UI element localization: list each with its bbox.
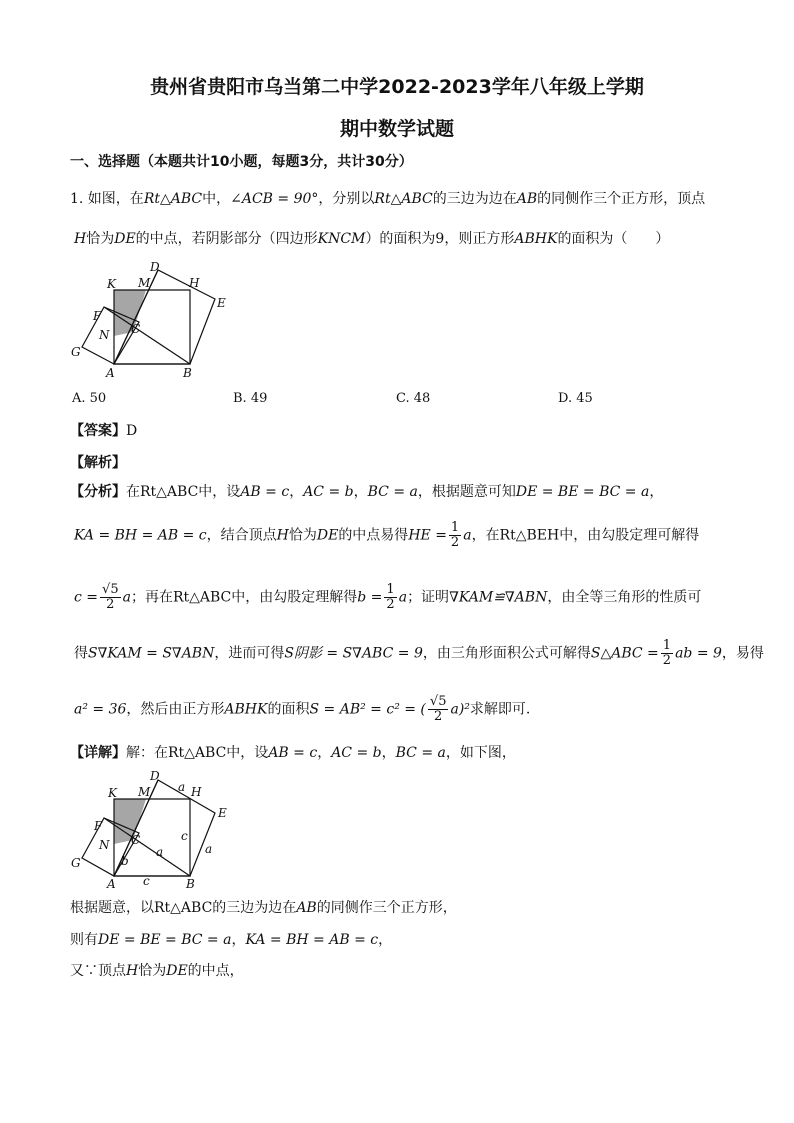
xj-text: 解：在Rt△ABC中，设 [126, 745, 269, 761]
xj-math: BC = a [395, 745, 446, 761]
fraction [661, 639, 673, 668]
label-H: H [191, 785, 202, 799]
label-E: E [217, 296, 226, 310]
side-label-de: a [178, 780, 186, 794]
fx-text: 在Rt△ABC中，设 [126, 484, 241, 500]
label-G: G [71, 856, 81, 870]
fraction [449, 521, 461, 550]
fraction-numerator: 1 [450, 520, 460, 535]
fx-math: a [122, 589, 131, 606]
fraction-denominator: 2 [450, 535, 460, 550]
label-D: D [150, 260, 160, 274]
fx-math: a [398, 589, 408, 606]
q1-math: ∠ACB = 90° [230, 191, 319, 207]
fx-text: ，在Rt△BEH中，由勾股定理可解得 [471, 527, 700, 544]
q1-math: AB [516, 191, 538, 207]
fx-text: 的面积 [267, 701, 310, 718]
q1-text: 的面积为（ ） [557, 231, 670, 247]
fx-math: DE [316, 527, 339, 544]
side-label-be: a [205, 842, 213, 856]
after-text: 则有 [70, 932, 98, 948]
label-K: K [108, 786, 117, 800]
detail-line-2 [70, 898, 457, 918]
question-1-line-1 [70, 189, 705, 209]
fx-math: H [276, 527, 289, 544]
label-A: A [107, 877, 116, 890]
line-fb [104, 307, 190, 364]
after-math: DE [166, 963, 188, 979]
fx-text: ，然后由正方形 [126, 701, 225, 718]
after-text: ， [378, 932, 393, 948]
after-text: ， [231, 932, 246, 948]
answer-tag: 【答案】 [70, 423, 126, 439]
fraction-denominator: 2 [386, 597, 395, 612]
fx-math: a² = 36 [74, 701, 127, 718]
xj-math: AC = b [331, 745, 382, 761]
q1-math: ABHK [514, 231, 558, 247]
fx-math: S = AB² = c² = ( [309, 701, 426, 718]
q1-math: KNCM [317, 231, 366, 247]
label-K: K [107, 277, 116, 291]
fx-math: c = [74, 589, 99, 606]
label-M: M [138, 785, 151, 799]
fx-math: KA = BH = AB = c [74, 527, 207, 544]
analysis-line-2 [74, 521, 699, 550]
doc-title-line1: 贵州省贵阳市乌当第二中学2022-2023学年八年级上学期 [150, 76, 644, 98]
label-C: C [131, 833, 141, 847]
label-C: C [131, 322, 141, 336]
label-G: G [71, 345, 81, 359]
fx-math: ABHK [224, 701, 268, 718]
question-1-line-2 [74, 229, 669, 249]
fraction [384, 583, 396, 612]
label-F: F [94, 819, 103, 833]
after-text: 恰为 [138, 963, 167, 979]
label-B: B [186, 877, 195, 890]
q1-text: 中， [202, 191, 231, 207]
label-E: E [218, 806, 227, 820]
fx-text: ， [649, 484, 664, 500]
answer-line [70, 421, 137, 441]
after-math: H [126, 963, 139, 979]
after-text: 的同侧作三个正方形， [316, 900, 457, 916]
fx-text: ，易得 [721, 645, 764, 662]
fx-math: AB = c [240, 484, 290, 500]
after-text: 的中点， [187, 963, 244, 979]
xj-text: ， [317, 745, 332, 761]
fx-text: 求解即可. [469, 701, 531, 718]
line-fb [104, 818, 190, 876]
fx-math: S△ABC = [590, 645, 659, 662]
q1-math: DE [114, 231, 136, 247]
fraction-denominator: 2 [434, 709, 443, 724]
fenxi-tag: 【分析】 [70, 484, 126, 500]
fx-text: ；证明 [407, 589, 450, 606]
detail-line-1 [70, 743, 516, 763]
fraction-denominator: 2 [106, 597, 115, 612]
q1-text: 恰为 [86, 231, 115, 247]
after-math: KA = BH = AB = c [245, 932, 379, 948]
fx-math: DE = BE = BC = a [515, 484, 650, 500]
fx-text: ， [289, 484, 304, 500]
xj-text: ，如下图， [445, 745, 516, 761]
option-c: C. 48 [396, 391, 431, 406]
answer-value: D [126, 423, 138, 439]
fraction-numerator: √5 [102, 582, 119, 597]
fx-math: S∇KAM = S∇ABN [88, 645, 215, 662]
after-text: 根据题意，以Rt△ABC的三边为边在 [70, 900, 297, 916]
fx-text: ，由三角形面积公式可解得 [422, 645, 591, 662]
q1-math: Rt△ABC [143, 191, 203, 207]
option-a: A. 50 [72, 391, 107, 406]
side-label-ab: c [143, 874, 150, 888]
section-heading: 一、选择题（本题共计10小题，每题3分，共计30分） [70, 154, 413, 170]
fx-text: ，结合顶点 [206, 527, 277, 544]
label-A: A [106, 366, 115, 380]
fx-text: 得 [74, 645, 88, 662]
q1-text: 1. 如图，在 [70, 191, 144, 207]
fx-math: ∇KAM≌∇ABN [449, 589, 548, 606]
fx-math: a [463, 527, 472, 544]
xiangjie-tag: 【详解】 [70, 745, 126, 761]
label-B: B [183, 366, 192, 380]
doc-title-line2: 期中数学试题 [339, 118, 454, 140]
fraction-numerator: 1 [386, 582, 395, 597]
label-N: N [99, 328, 110, 342]
option-d: D. 45 [558, 391, 593, 406]
shaded-quadrilateral [114, 799, 146, 844]
xj-text: ， [381, 745, 396, 761]
fraction-numerator: √5 [429, 694, 447, 709]
q1-text: ）的面积为9，则正方形 [365, 231, 515, 247]
fx-math: BC = a [367, 484, 418, 500]
analysis-tag: 【解析】 [70, 455, 126, 471]
after-math: AB [296, 900, 317, 916]
label-D: D [150, 769, 160, 783]
q1-math: H [74, 231, 87, 247]
fx-text: ，进而可得 [214, 645, 285, 662]
label-N: N [99, 838, 110, 852]
solution-figure [66, 766, 236, 890]
fx-text: ，根据题意可知 [417, 484, 516, 500]
fraction-numerator: 1 [662, 638, 672, 653]
fx-text: ，由全等三角形的性质可 [547, 589, 702, 606]
side-label-bc: a [156, 845, 164, 859]
detail-line-3 [70, 930, 392, 950]
fx-math: ab = 9 [675, 645, 722, 662]
label-M: M [138, 276, 151, 290]
analysis-line-4 [74, 639, 764, 668]
q1-text: ，分别以 [318, 191, 375, 207]
fx-text: ， [353, 484, 368, 500]
fx-text: 的中点易得 [338, 527, 409, 544]
after-text: 又∵顶点 [70, 963, 126, 979]
fraction-denominator: 2 [662, 653, 672, 668]
analysis-line-3 [74, 583, 701, 612]
fraction [428, 695, 449, 724]
detail-line-4 [70, 961, 244, 981]
label-H: H [189, 276, 200, 290]
fx-math: HE = [408, 527, 447, 544]
fx-text: 恰为 [288, 527, 317, 544]
analysis-line-1 [70, 482, 663, 502]
fx-math: b = [357, 589, 383, 606]
question-figure [66, 258, 236, 380]
xj-math: AB = c [268, 745, 318, 761]
label-F: F [93, 309, 102, 323]
fx-math: a)² [450, 701, 470, 718]
side-label-bh: c [181, 829, 188, 843]
fx-math: AC = b [303, 484, 354, 500]
q1-text: 的三边为边在 [432, 191, 517, 207]
fx-text: ；再在Rt△ABC中，由勾股定理解得 [130, 589, 358, 606]
fraction [100, 583, 121, 612]
after-math: DE = BE = BC = a [98, 932, 232, 948]
q1-text: 的同侧作三个正方形，顶点 [537, 191, 706, 207]
fx-math: S阴影 = S∇ABC = 9 [284, 645, 423, 662]
option-b: B. 49 [233, 391, 268, 406]
side-label-ac: b [121, 854, 129, 868]
q1-math: Rt△ABC [374, 191, 433, 207]
analysis-line-5 [74, 695, 530, 724]
q1-text: 的中点，若阴影部分（四边形 [135, 231, 318, 247]
